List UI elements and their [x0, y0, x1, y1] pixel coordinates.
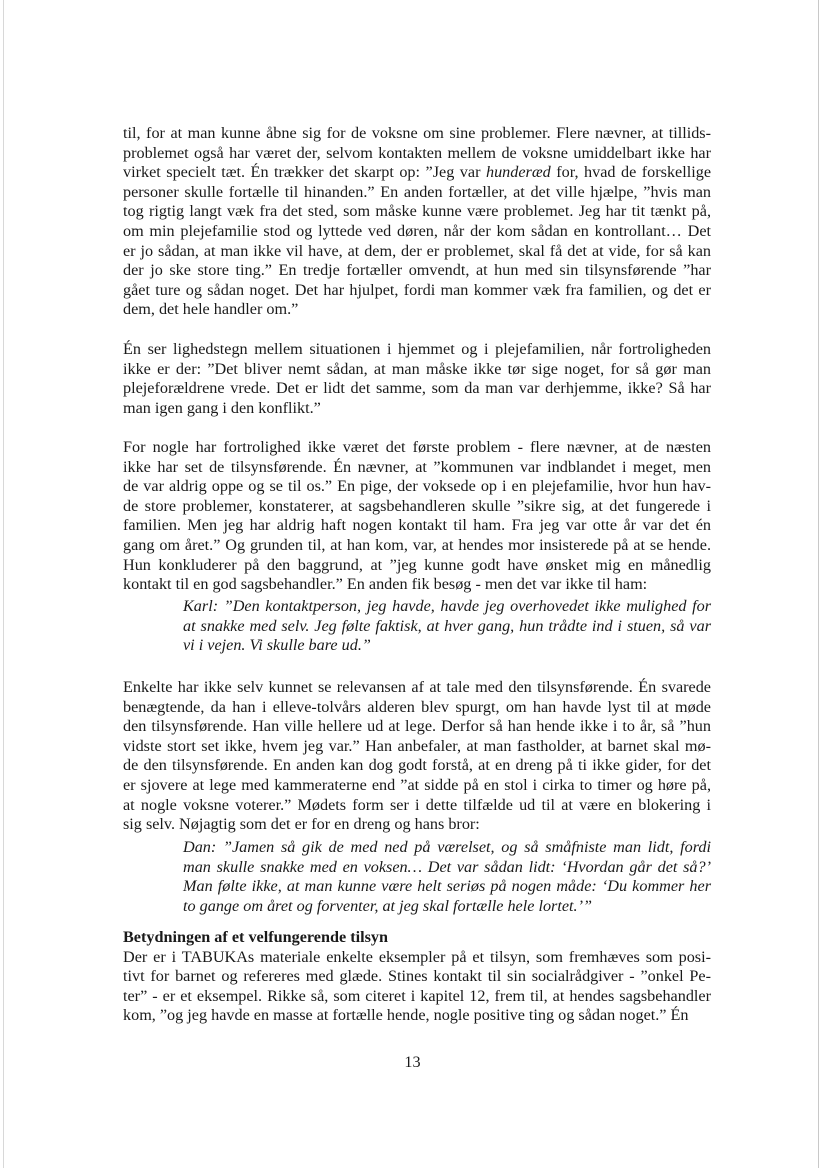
text-line: problemet også har været der, selvom kontakten mellem de voksne umiddelbart ikke har	[123, 143, 711, 162]
quote-karl	[123, 597, 711, 656]
text-line: den tilsynsførende. Han ville hellere ud at lege. Derfor så han hende ikke i to år, så ”hun	[123, 717, 711, 736]
text-line: Én ser lighedstegn mellem situationen i hjemmet og i plejefamilien, når fortroligheden	[123, 340, 711, 358]
text-line: ikke har set de tilsynsførende. Én nævner, at ”kommunen var indblandet i meget, men	[123, 457, 711, 476]
quote-line: Dan: ”Jamen så gik de med ned på værelset, og så småfniste man lidt, fordi	[183, 838, 711, 856]
text-line: kom, ”og jeg havde en masse at fortælle hende, nogle positive ting og sådan noget.” Én	[123, 1006, 689, 1025]
text-line: vidste stort set ikke, hvem jeg var.” Han anbefaler, at man fastholder, at barnet skal mø-	[123, 736, 711, 755]
quote-line: Man følte ikke, at man kunne være helt seriøs på nogen måde: ‘Du kommer her	[183, 877, 711, 896]
quote-line: man skulle snakke med en voksen… Det var sådan lidt: ‘Hvordan går det så?’	[183, 857, 711, 876]
text-line: dem, det hele handler om.”	[123, 300, 299, 319]
text-line: er jo sådan, at man ikke vil have, at dem, der er problemet, skal få det at vide, for så kan	[123, 241, 711, 260]
page-number: 13	[404, 1053, 421, 1071]
text-line: Hun konkluderer på den baggrund, at ”jeg kunne godt have ønsket mig en månedlig	[123, 555, 711, 574]
text-line: tivt for barnet og refereres med glæde. Stines kontakt til sin socialrådgiver - ”onkel Pe-	[123, 967, 711, 986]
text-line: familien. Men jeg har aldrig haft nogen kontakt til ham. Fra jeg var otte år var det én	[123, 516, 711, 535]
text-line: For nogle har fortrolighed ikke været det første problem - flere nævner, at de næsten	[123, 438, 711, 456]
text-line: tog rigtig langt væk fra det sted, som måske kunne være problemet. Jeg har tit tænkt på,	[123, 202, 711, 221]
paragraph-relevance	[123, 678, 711, 835]
text-line: personer skulle fortælle til hinanden.” En anden fortæller, at det ville hjælpe, ”hvis man	[123, 182, 711, 201]
section-heading: Betydningen af et velfungerende tilsyn	[123, 928, 388, 946]
text-line: de den tilsynsførende. En anden kan dog godt forstå, at en dreng på ti ikke gider, for det	[123, 756, 711, 775]
emphasis: hunderæd	[485, 163, 551, 182]
text-line: ter” - er et eksempel. Rikke så, som citeret i kapitel 12, frem til, at hendes sagsbehandler	[123, 986, 711, 1005]
text-line: til, for at man kunne åbne sig for de voksne om sine problemer. Flere nævner, at tillids-	[123, 124, 711, 142]
text-line: benægtende, da han i elleve-tolvårs alderen blev spurgt, om han havde lyst til at møde	[123, 697, 711, 716]
paragraph-trust-problems	[123, 124, 711, 320]
text-line: man igen gang i den konflikt.”	[123, 398, 321, 417]
text-line: kontakt til en god sagsbehandler.” En anden fik besøg - men det var ikke til ham:	[123, 575, 648, 594]
text-line: er sjovere at lege med kammeraterne end ”at sidde på en stol i cirka to timer og høre på,	[123, 775, 711, 794]
text-line: Enkelte har ikke selv kunnet se relevansen af at tale med den tilsynsførende. Én svarede	[123, 678, 711, 696]
paragraph-rarely-seen	[123, 438, 711, 595]
paragraph-similarities	[123, 340, 711, 418]
text-line: virket specielt tæt. Én trækker det skarpt op: ”Jeg var hunderæd for, hvad de forskellige	[123, 163, 711, 182]
quote-dan	[123, 838, 711, 916]
text-line: de store problemer, konstaterer, at sagsbehandleren skulle ”sikre sig, at det fungerede i	[123, 496, 711, 515]
text-line: Der er i TABUKAs materiale enkelte eksempler på et tilsyn, som fremhæves som posi-	[123, 947, 711, 966]
quote-line: Karl: ”Den kontaktperson, jeg havde, havde jeg overhovedet ikke mulighed for	[183, 597, 711, 615]
text-line: de var aldrig oppe og se til os.” En pige, der voksede op i en plejefamilie, hvor hun hav-	[123, 477, 711, 496]
quote-line: vi i vejen. Vi skulle bare ud.”	[183, 636, 371, 655]
text-line: der jo ske store ting.” En tredje fortæller omvendt, at hun med sin tilsynsførende ”har	[123, 261, 711, 280]
text-line: plejeforældrene vrede. Det er lidt det samme, som da man var derhjemme, ikke? Så har	[123, 379, 711, 398]
quote-line: at snakke med selv. Jeg følte faktisk, at hver gang, hun trådte ind i stuen, så var	[183, 616, 711, 635]
section-well-functioning-supervision	[123, 928, 711, 1026]
quote-line: to gange om året og forventer, at jeg skal fortælle hele lortet.’”	[183, 896, 592, 915]
text-line: at nogle voksne voterer.” Mødets form ser i dette tilfælde ud til at være en blokering i	[123, 795, 711, 814]
text-line: gået ture og sådan noget. Det har hjulpet, fordi man kommer væk fra familien, og det er	[123, 280, 711, 299]
text-line: om min plejefamilie stod og lyttede ved døren, når der kom sådan en kontrollant… Det	[123, 221, 711, 240]
text-line: ikke er der: ”Det bliver nemt sådan, at man måske ikke tør sige noget, for så gør man	[123, 359, 711, 378]
text-line: gang om året.” Og grunden til, at han kom, var, at hendes mor insisterede på at se hende.	[123, 535, 711, 554]
text-line: sig selv. Nøjagtig som det er for en dreng og hans bror:	[123, 815, 480, 834]
scan-edge-left	[3, 0, 4, 1168]
scan-edge-right	[818, 0, 819, 1168]
